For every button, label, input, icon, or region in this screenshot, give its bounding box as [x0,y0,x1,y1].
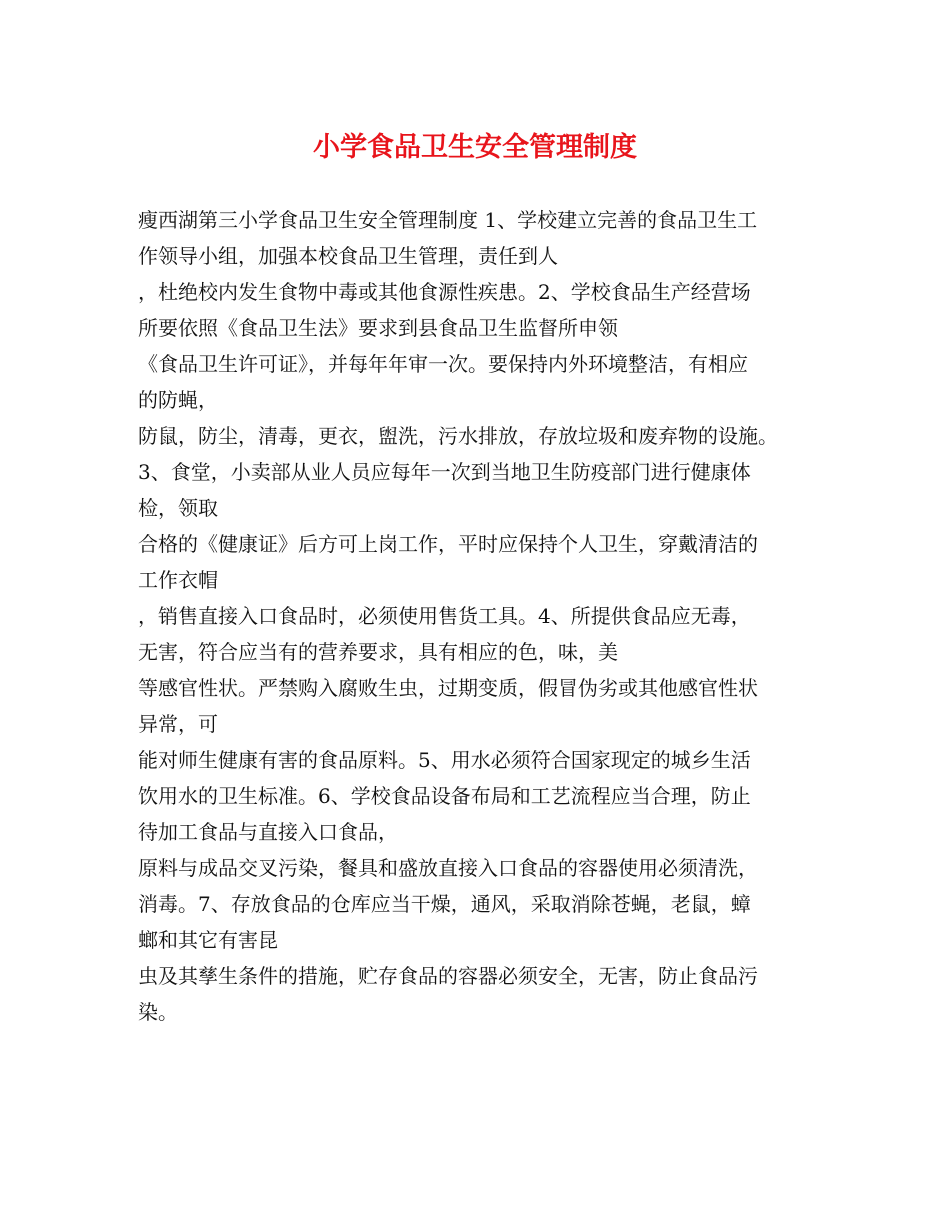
body-line: 染。 [138,1000,178,1024]
body-line: 异常，可 [138,712,218,736]
body-line: 虫及其孳生条件的措施，贮存食品的容器必须安全，无害，防止食品污 [138,964,758,988]
body-line: ，销售直接入口食品时，必须使用售货工具。4、所提供食品应无毒， [138,604,751,628]
body-line: 3、食堂，小卖部从业人员应每年一次到当地卫生防疫部门进行健康体 [138,460,751,484]
document-body [138,202,838,1030]
body-line: 消毒。7、存放食品的仓库应当干燥，通风，采取消除苍蝇，老鼠，蟑 [138,892,751,916]
document-title: 小学食品卫生安全管理制度 [313,132,637,163]
body-line: 能对师生健康有害的食品原料。5、用水必须符合国家现定的城乡生活 [138,748,751,772]
body-line: 无害，符合应当有的营养要求，具有相应的色，味，美 [138,640,618,664]
body-line: 瘦西湖第三小学食品卫生安全管理制度 1、学校建立完善的食品卫生工 [138,208,758,232]
body-line: 待加工食品与直接入口食品， [138,820,398,844]
body-line: 等感官性状。严禁购入腐败生虫，过期变质，假冒伪劣或其他感官性状 [138,676,758,700]
body-line: 原料与成品交叉污染，餐具和盛放直接入口食品的容器使用必须清洗， [138,856,758,880]
body-line: 所要依照《食品卫生法》要求到县食品卫生监督所申领 [138,316,618,340]
body-line: 《食品卫生许可证》，并每年年审一次。要保持内外环境整洁，有相应 [138,352,748,376]
body-line: 的防蝇， [138,388,218,412]
body-line: ，杜绝校内发生食物中毒或其他食源性疾患。2、学校食品生产经营场 [138,280,751,304]
body-line: 检，领取 [138,496,218,520]
body-line: 螂和其它有害昆 [138,928,278,952]
body-line: 作领导小组，加强本校食品卫生管理，责任到人 [138,244,558,268]
body-line: 饮用水的卫生标准。6、学校食品设备布局和工艺流程应当合理，防止 [138,784,751,808]
body-line: 工作衣帽 [138,568,218,592]
body-line: 防鼠，防尘，清毒，更衣，盥洗，污水排放，存放垃圾和废弃物的设施。 [138,424,778,448]
body-line: 合格的《健康证》后方可上岗工作，平时应保持个人卫生，穿戴清洁的 [138,532,758,556]
